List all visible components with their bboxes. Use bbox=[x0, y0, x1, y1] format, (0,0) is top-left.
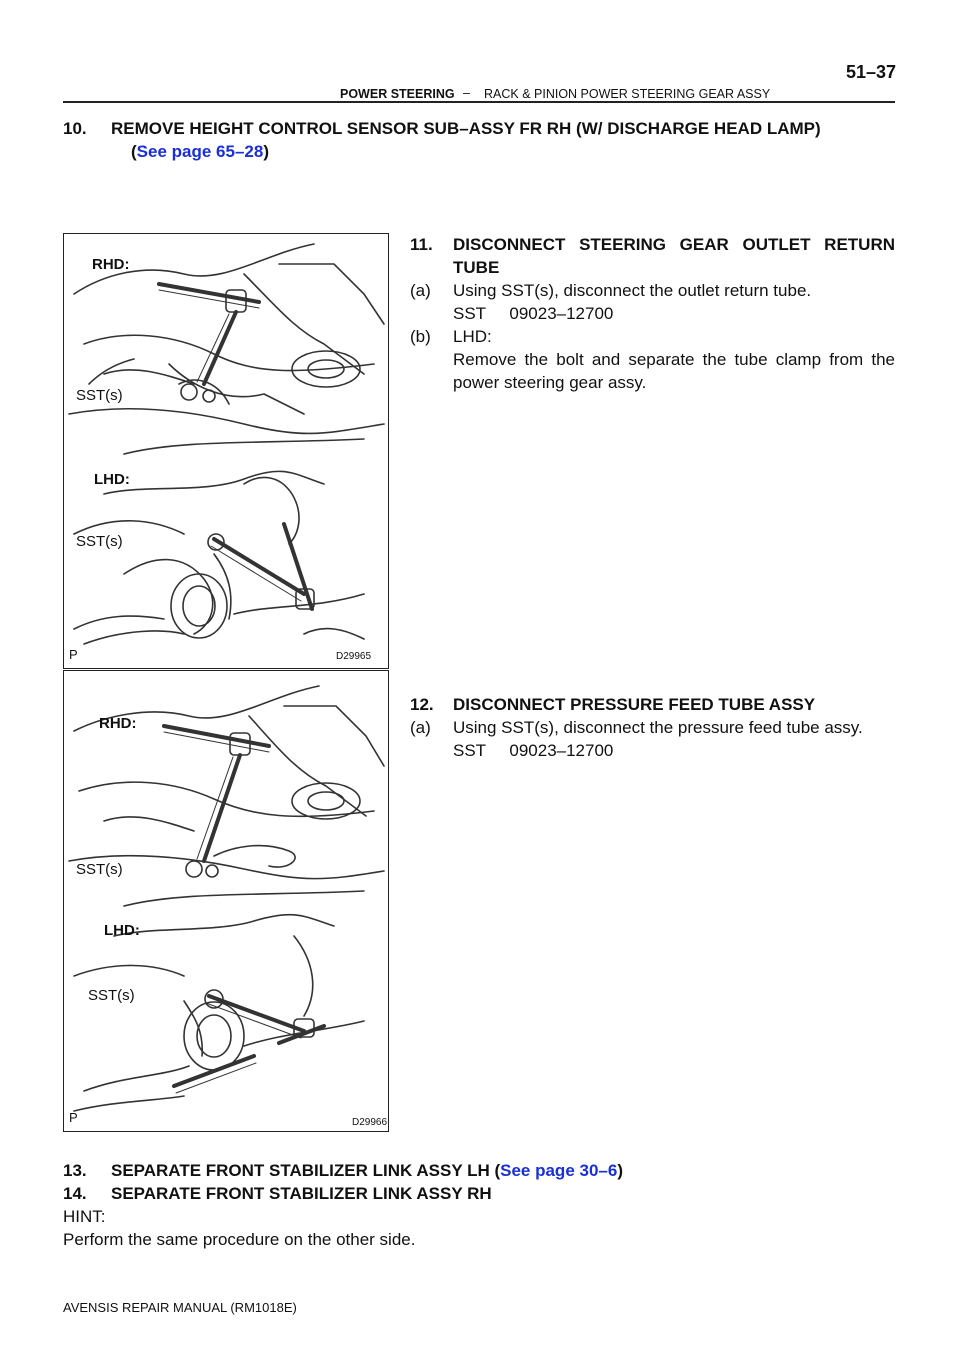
figure-2-corner-mark: P bbox=[69, 1110, 78, 1125]
step-10-number: 10. bbox=[63, 119, 87, 138]
figure-outlet-return-tube bbox=[63, 233, 389, 669]
step-11-title-line2: TUBE bbox=[453, 258, 500, 277]
header-rule bbox=[63, 101, 895, 103]
hint-label: HINT: bbox=[63, 1207, 106, 1226]
figure-pressure-feed-tube bbox=[63, 670, 389, 1132]
step-13-title: SEPARATE FRONT STABILIZER LINK ASSY LH (See page 30–6) bbox=[111, 1161, 623, 1180]
step-10-reference-link[interactable]: See page 65–28 bbox=[136, 142, 264, 161]
step-12a-text: Using SST(s), disconnect the pressure feed tube assy. bbox=[453, 718, 863, 737]
figure-outlet-return-tube-drawing bbox=[64, 234, 388, 668]
step-11a-sst: SST 09023–12700 bbox=[453, 304, 614, 323]
subsection-title: RACK & PINION POWER STEERING GEAR ASSY bbox=[484, 87, 771, 101]
step-11a-marker: (a) bbox=[410, 281, 431, 300]
figure-1-lhd-label: LHD: bbox=[94, 471, 130, 488]
figure-pressure-feed-tube-drawing bbox=[64, 671, 388, 1131]
step-11b-text-line2: power steering gear assy. bbox=[453, 373, 647, 392]
step-14-title: SEPARATE FRONT STABILIZER LINK ASSY RH bbox=[111, 1184, 492, 1203]
figure-2-lhd-label: LHD: bbox=[104, 922, 140, 939]
step-14-number: 14. bbox=[63, 1184, 87, 1203]
figure-1-corner-mark: P bbox=[69, 647, 78, 662]
page-number: 51–37 bbox=[846, 62, 897, 82]
step-12-title: DISCONNECT PRESSURE FEED TUBE ASSY bbox=[453, 695, 816, 714]
step-11-number: 11. bbox=[410, 235, 433, 254]
step-10-reference: (See page 65–28) bbox=[131, 142, 269, 161]
step-11a-text: Using SST(s), disconnect the outlet return tube. bbox=[453, 281, 812, 300]
section-title: POWER STEERING bbox=[340, 87, 455, 101]
step-12a-sst: SST 09023–12700 bbox=[453, 741, 614, 760]
figure-2-sst-label-lower: SST(s) bbox=[88, 987, 135, 1004]
step-10-title: REMOVE HEIGHT CONTROL SENSOR SUB–ASSY FR RH (W/ DISCHARGE HEAD LAMP) bbox=[111, 119, 821, 138]
figure-1-code: D29965 bbox=[336, 651, 372, 662]
step-12a-marker: (a) bbox=[410, 718, 431, 737]
step-11b-label: LHD: bbox=[453, 327, 492, 346]
step-11b-text-line1: Remove the bolt and separate the tube clamp from the bbox=[453, 350, 895, 369]
step-11-title-line1: DISCONNECT STEERING GEAR OUTLET RETURN bbox=[453, 235, 895, 254]
step-11b-marker: (b) bbox=[410, 327, 431, 346]
figure-2-sst-label-upper: SST(s) bbox=[76, 861, 123, 878]
hint-text: Perform the same procedure on the other side. bbox=[63, 1230, 416, 1249]
step-13-reference-link[interactable]: See page 30–6 bbox=[500, 1161, 618, 1180]
step-13-number: 13. bbox=[63, 1161, 87, 1180]
header-separator: – bbox=[463, 86, 470, 100]
figure-1-sst-label-upper: SST(s) bbox=[76, 387, 123, 404]
figure-2-code: D29966 bbox=[352, 1117, 388, 1128]
figure-1-sst-label-lower: SST(s) bbox=[76, 533, 123, 550]
figure-1-rhd-label: RHD: bbox=[92, 256, 130, 273]
step-12-number: 12. bbox=[410, 695, 434, 714]
footer-manual-id: AVENSIS REPAIR MANUAL (RM1018E) bbox=[63, 1300, 297, 1315]
figure-2-rhd-label: RHD: bbox=[99, 715, 137, 732]
